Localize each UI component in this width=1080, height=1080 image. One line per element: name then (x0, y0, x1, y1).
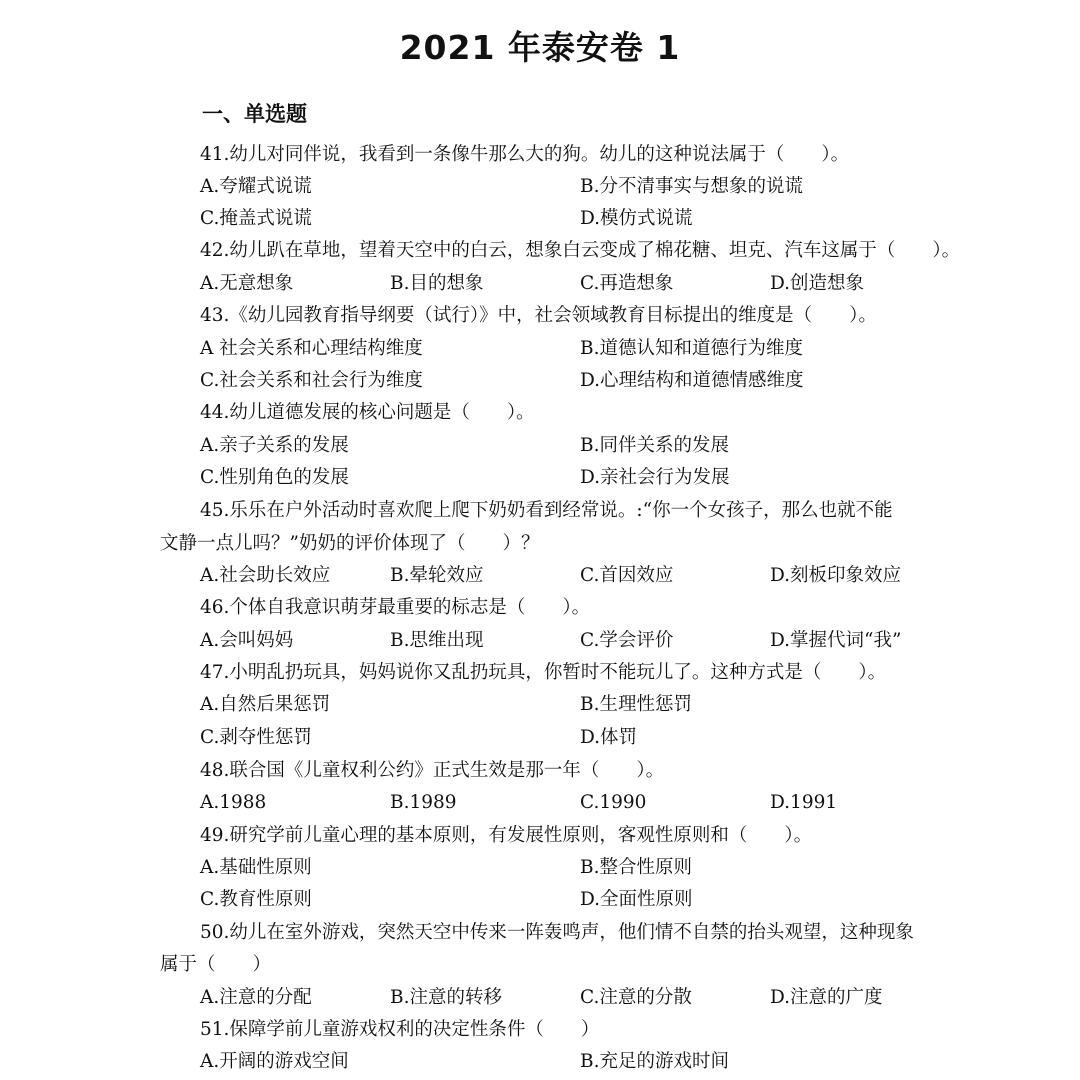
option-b: B.1989 (390, 792, 457, 813)
option-a: A.亲子关系的发展 (200, 435, 349, 456)
question-stem-continued: 属于（ ） (160, 954, 272, 975)
option-c: C.首因效应 (580, 565, 674, 586)
question-stem: 42.幼儿趴在草地，望着天空中的白云，想象白云变成了棉花糖、坦克、汽车这属于（ ）。 (200, 240, 961, 261)
option-a: A.自然后果惩罚 (200, 694, 331, 715)
option-a: A.会叫妈妈 (200, 630, 294, 651)
option-d: D.心理结构和道德情感维度 (580, 370, 804, 391)
option-b: B.道德认知和道德行为维度 (580, 338, 803, 359)
option-d: D.注意的广度 (770, 987, 883, 1008)
option-c: C.再造想象 (580, 273, 674, 294)
question-stem: 47.小明乱扔玩具，妈妈说你又乱扔玩具，你暂时不能玩儿了。这种方式是（ ）。 (200, 662, 887, 683)
question-stem-continued: 文静一点儿吗？”奶奶的评价体现了（ ）？ (160, 533, 540, 554)
option-c: C.性别角色的发展 (200, 467, 349, 488)
question-stem: 41.幼儿对同伴说，我看到一条像牛那么大的狗。幼儿的这种说法属于（ ）。 (200, 144, 850, 165)
option-d: D.刻板印象效应 (770, 565, 902, 586)
option-b: B.生理性惩罚 (580, 694, 692, 715)
option-c: C.教育性原则 (200, 889, 312, 910)
option-c: C.掩盖式说谎 (200, 208, 312, 229)
option-a: A.基础性原则 (200, 857, 312, 878)
option-d: D.创造想象 (770, 273, 865, 294)
option-a: A.注意的分配 (200, 987, 312, 1008)
option-c: C.注意的分散 (580, 987, 692, 1008)
option-a: A.社会助长效应 (200, 565, 331, 586)
question-stem: 48.联合国《儿童权利公约》正式生效是那一年（ ）。 (200, 760, 665, 781)
option-b: B.目的想象 (390, 273, 484, 294)
option-a: A.夸耀式说谎 (200, 176, 312, 197)
option-a: A.无意想象 (200, 273, 294, 294)
option-a: A.1988 (200, 792, 267, 813)
question-stem: 49.研究学前儿童心理的基本原则，有发展性原则，客观性原则和（ ）。 (200, 825, 813, 846)
question-stem: 50.幼儿在室外游戏，突然天空中传来一阵轰鸣声，他们情不自禁的抬头观望，这种现象 (200, 922, 914, 943)
option-c: C.社会关系和社会行为维度 (200, 370, 423, 391)
option-d: D.全面性原则 (580, 889, 693, 910)
option-c: C.1990 (580, 792, 647, 813)
option-a: A 社会关系和心理结构维度 (200, 338, 423, 359)
option-b: B.同伴关系的发展 (580, 435, 729, 456)
question-stem: 46.个体自我意识萌芽最重要的标志是（ ）。 (200, 597, 591, 618)
question-stem: 43.《幼儿园教育指导纲要（试行）》中，社会领域教育目标提出的维度是（ ）。 (200, 305, 877, 326)
section-heading: 一、单选题 (202, 102, 307, 126)
option-a: A.开阔的游戏空间 (200, 1051, 349, 1072)
option-b: B.充足的游戏时间 (580, 1051, 729, 1072)
option-d: D.体罚 (580, 727, 638, 748)
option-b: B.注意的转移 (390, 987, 502, 1008)
option-c: C.剥夺性惩罚 (200, 727, 312, 748)
option-b: B.晕轮效应 (390, 565, 484, 586)
option-d: D.模仿式说谎 (580, 208, 693, 229)
option-b: B.分不清事实与想象的说谎 (580, 176, 803, 197)
question-stem: 45.乐乐在户外活动时喜欢爬上爬下奶奶看到经常说。:“你一个女孩子，那么也就不能 (200, 500, 893, 521)
question-stem: 51.保障学前儿童游戏权利的决定性条件（ ） (200, 1019, 600, 1040)
option-d: D.掌握代词“我” (770, 630, 902, 651)
option-d: D.亲社会行为发展 (580, 467, 730, 488)
option-b: B.整合性原则 (580, 857, 692, 878)
question-stem: 44.幼儿道德发展的核心问题是（ ）。 (200, 402, 535, 423)
option-b: B.思维出现 (390, 630, 484, 651)
page-title: 2021 年泰安卷 1 (399, 28, 681, 67)
option-c: C.学会评价 (580, 630, 674, 651)
option-d: D.1991 (770, 792, 838, 813)
